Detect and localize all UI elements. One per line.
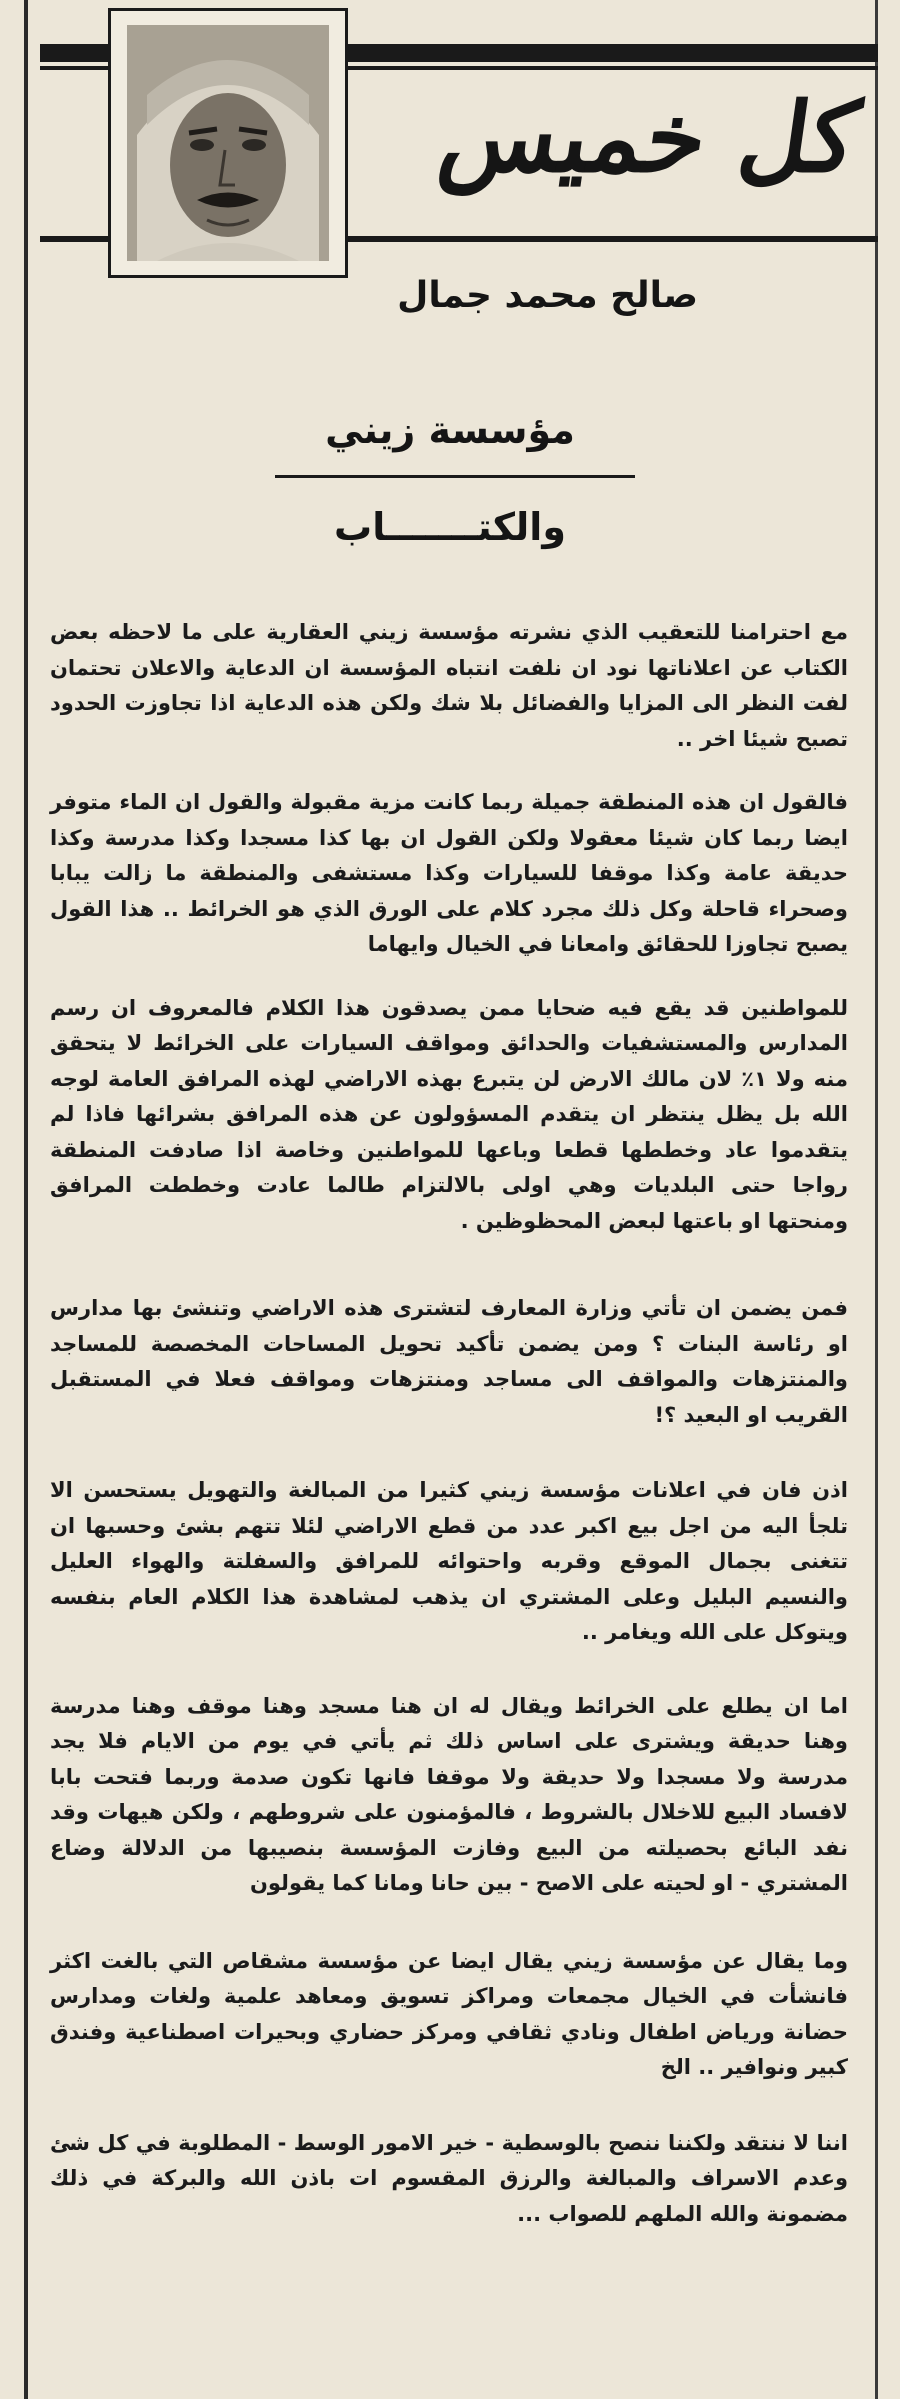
author-photo xyxy=(127,25,329,261)
page-border-left xyxy=(24,0,28,2399)
article-body xyxy=(50,615,848,2232)
page-border-right xyxy=(875,0,878,2399)
article-paragraph: فالقول ان هذه المنطقة جميلة ربما كانت مزية مقبولة والقول ان الماء متوفر ايضا ربما كان شيئا معقولا ولكن القول ان بها كذا مسجدا وكذا مدرسة وكذا حديقة عامة وكذا موقفا للسيارات وكذا مستشفى والمنطقة ما زالت يبابا وصحراء قاحلة وكل ذلك مجرد كلام على الورق الذي هو الخرائط .. هذا القول يصبح تجاوزا للحقائق وامعانا في الخيال وايهاما xyxy=(50,790,848,956)
article-paragraph: اما ان يطلع على الخرائط ويقال له ان هنا مسجد وهنا موقف وهنا مدرسة وهنا حديقة ويشترى على اساس ذلك ثم يأتي في يوم من الايام فلا يجد مدرسة ولا مسجدا ولا حديقة ولا موقفا فانها تكون صدمة وربما فتحت بابا لافساد البيع للاخلال بالشروط ، فالمؤمنون على شروطهم ، ولكن هيهات وقد نفد البائع بحصيلته من البيع وفازت المؤسسة بنصيبها من الدلالة وضاع المشتري - او لحيته على الاصح - بين حانا ومانا كما يقولون xyxy=(50,1693,848,1895)
title-divider xyxy=(275,475,635,478)
article-paragraph: اذن فان في اعلانات مؤسسة زيني كثيرا من المبالغة والتهويل يستحسن الا تلجأ اليه من اجل بيع اكبر عدد من قطع الاراضي لئلا تتهم بشئ وحسبها ان تتغنى بجمال الموقع وقربه واحتوائه للمرافق والسفلتة والهواء العليل والنسيم البليل وعلى المشتري ان يذهب لمشاهدة هذا الكلام العام بنفسه ويتوكل على الله ويغامر .. xyxy=(50,1478,848,1644)
article-paragraph: مع احترامنا للتعقيب الذي نشرته مؤسسة زيني العقارية على ما لاحظه بعض الكتاب عن اعلاناتها نود ان نلفت انتباه المؤسسة ان الدعاية والاعلان تحتمان لفت النظر الى المزايا والفضائل بلا شك ولكن هذه الدعاية اذا تجاوزت الحدود تصبح شيئا اخر .. xyxy=(50,620,848,751)
author-portrait-image xyxy=(127,25,329,261)
author-photo-frame xyxy=(108,8,348,278)
article-paragraph: وما يقال عن مؤسسة زيني يقال ايضا عن مؤسسة مشقاص التي بالغت اكثر فانشأت في الخيال مجمعات ومراكز تسويق ومعاهد علمية ولغات ومدارس حضانة ورياض اطفال ونادي ثقافي ومركز حضاري وبحيرات اصطناعية وفندق كبير ونوافير .. الخ xyxy=(50,1948,848,2079)
article-paragraph: للمواطنين قد يقع فيه ضحايا ممن يصدقون هذا الكلام فالمعروف ان رسم المدارس والمستشفيات والحدائق ومواقف السيارات على الخرائط لا يتحقق منه ولا ١٪ لان مالك الارض لن يتبرع بهذه الاراضي لهذه المرافق العامة لوجه الله بل يظل ينتظر ان يتقدم المسؤولون عن هذه المرافق بشرائها فاذا لم يتقدموا عاد وخططها قطعا وباعها للمواطنين وخاصة اذا صادفت المنطقة رواجا حتى البلديات وهي اولى بالالتزام طالما عادت وخططت المرافق ومنحتها او باعتها لبعض المحظوظين . xyxy=(50,995,848,1233)
article-title-line-2: والكتـــــــاب xyxy=(334,505,566,549)
column-header xyxy=(28,0,878,316)
article-paragraph: اننا لا ننتقد ولكننا ننصح بالوسطية - خير الامور الوسط - المطلوبة في كل شئ وعدم الاسراف والمبالغة والرزق المقسوم ات باذن الله والبركة في ذلك مضمونة والله الملهم للصواب ... xyxy=(50,2130,848,2226)
article-paragraph: فمن يضمن ان تأتي وزارة المعارف لتشترى هذه الاراضي وتنشئ بها مدارس او رئاسة البنات ؟ ومن يضمن تأكيد تحويل المساحات المخصصة للمساجد والمنتزهات والمواقف الى مساجد ومنتزهات ومواقف فعلا في المستقبل القريب او البعيد ؟! xyxy=(50,1296,848,1427)
article-title-line-1: مؤسسة زيني xyxy=(325,408,575,452)
author-name: صالح محمد جمال xyxy=(397,275,698,316)
column-title: كل خميس xyxy=(432,81,867,194)
